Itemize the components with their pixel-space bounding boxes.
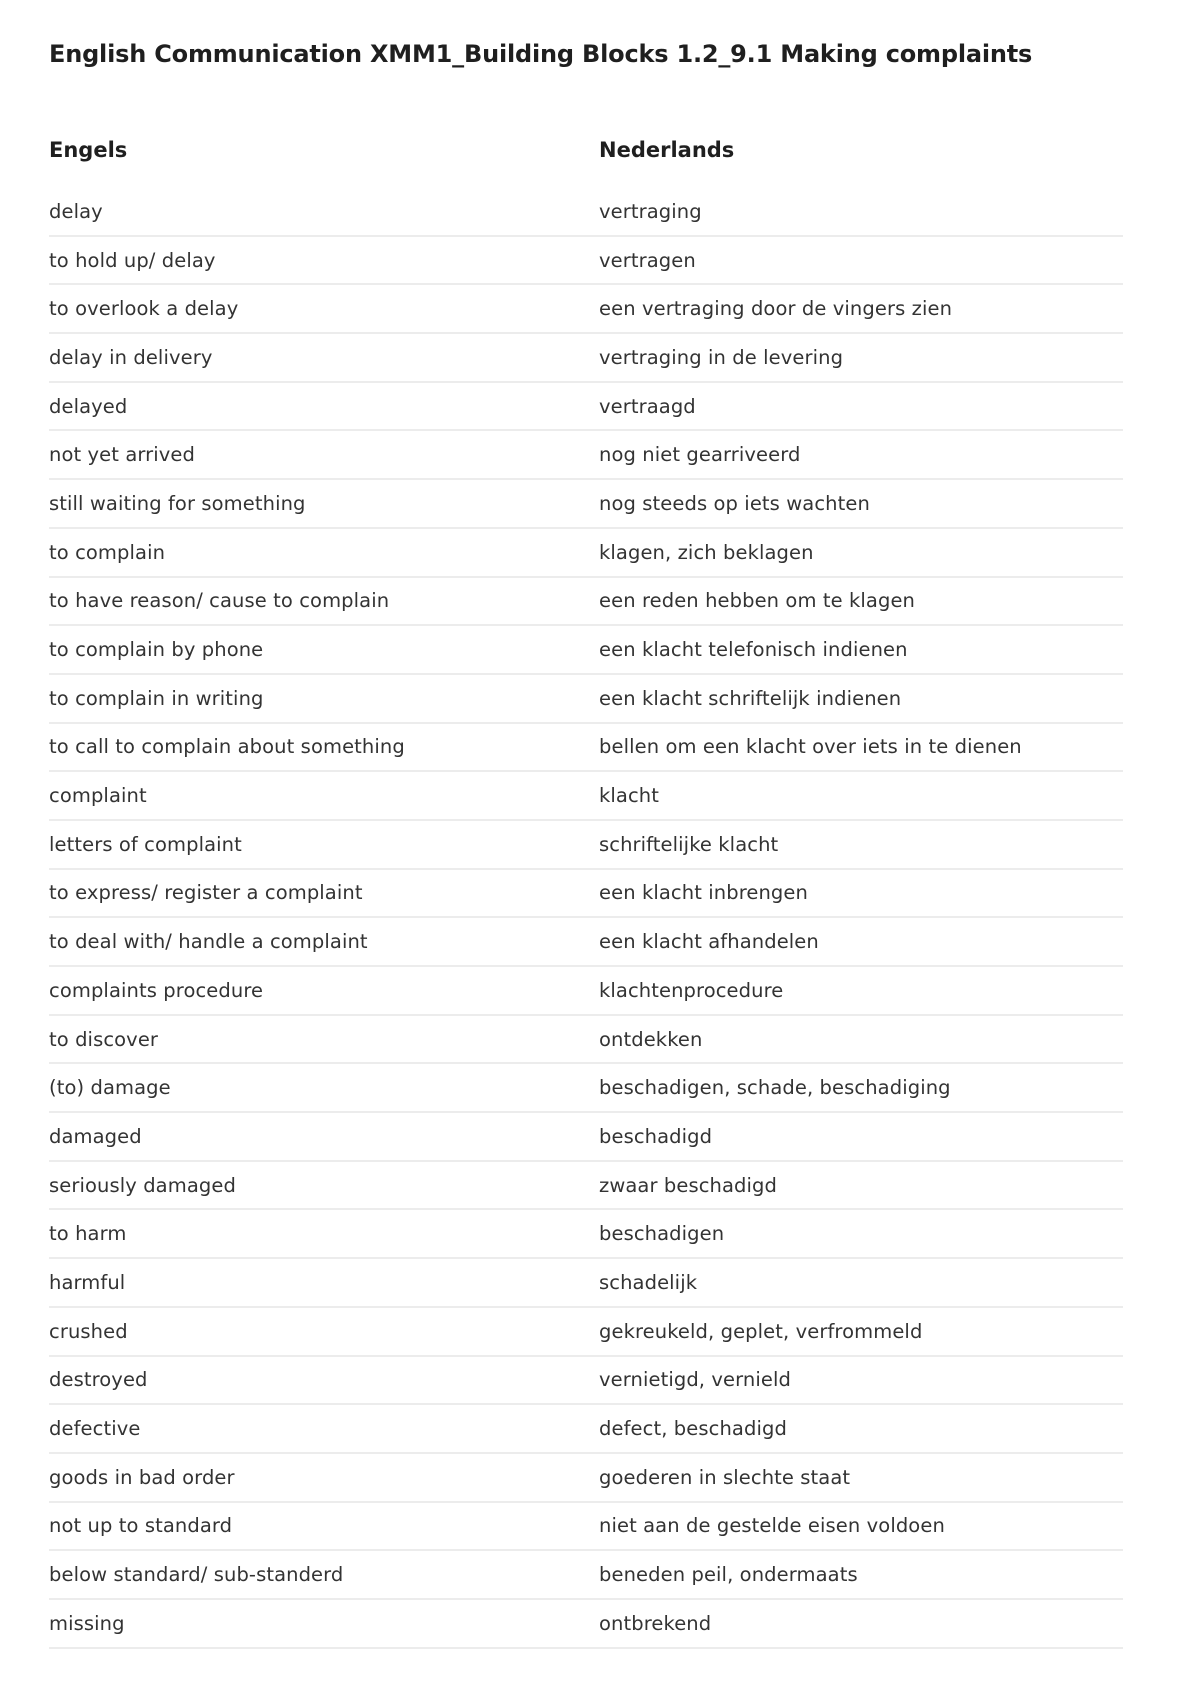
- dutch-translation: defect, beschadigd: [599, 1417, 787, 1441]
- table-row: [49, 334, 1123, 383]
- english-term: to complain by phone: [49, 638, 264, 662]
- english-term: delay: [49, 199, 103, 223]
- english-term: seriously damaged: [49, 1173, 236, 1197]
- table-row: [49, 188, 1123, 237]
- table-row: [49, 626, 1123, 675]
- english-term: (to) damage: [49, 1076, 171, 1100]
- english-term: defective: [49, 1417, 141, 1441]
- english-term: to complain in writing: [49, 686, 264, 710]
- table-row: [49, 1210, 1123, 1259]
- english-term: destroyed: [49, 1368, 148, 1392]
- dutch-translation: een klacht telefonisch indienen: [599, 638, 908, 662]
- table-row: [49, 1357, 1123, 1406]
- table-row: [49, 1454, 1123, 1503]
- english-term: to discover: [49, 1027, 159, 1051]
- english-term: complaints procedure: [49, 978, 264, 1002]
- dutch-translation: beneden peil, ondermaats: [599, 1563, 858, 1587]
- dutch-translation: een klacht inbrengen: [599, 881, 808, 905]
- table-row: [49, 675, 1123, 724]
- dutch-translation: nog steeds op iets wachten: [599, 491, 870, 515]
- dutch-translation: vertraging in de levering: [599, 345, 844, 369]
- english-term: to hold up/ delay: [49, 248, 216, 272]
- table-row: [49, 480, 1123, 529]
- column-header-dutch: Nederlands: [599, 138, 735, 162]
- table-row: [49, 1064, 1123, 1113]
- english-term: goods in bad order: [49, 1465, 235, 1489]
- dutch-translation: ontdekken: [599, 1027, 703, 1051]
- table-header-row: [49, 128, 1123, 188]
- column-header-english: Engels: [49, 138, 128, 162]
- dutch-translation: schriftelijke klacht: [599, 832, 779, 856]
- dutch-translation: niet aan de gestelde eisen voldoen: [599, 1514, 945, 1538]
- table-row: [49, 918, 1123, 967]
- table-row: [49, 1113, 1123, 1162]
- table-row: [49, 1503, 1123, 1552]
- english-term: to complain: [49, 540, 166, 564]
- table-row: [49, 1600, 1123, 1649]
- table-row: [49, 821, 1123, 870]
- table-row: [49, 237, 1123, 286]
- table-row: [49, 967, 1123, 1016]
- english-term: to overlook a delay: [49, 297, 239, 321]
- table-body: [49, 188, 1123, 1649]
- table-row: [49, 578, 1123, 627]
- english-term: letters of complaint: [49, 832, 242, 856]
- english-term: still waiting for something: [49, 491, 306, 515]
- dutch-translation: nog niet gearriveerd: [599, 443, 801, 467]
- table-row: [49, 1016, 1123, 1065]
- english-term: not yet arrived: [49, 443, 195, 467]
- dutch-translation: beschadigen, schade, beschadiging: [599, 1076, 951, 1100]
- dutch-translation: klacht: [599, 784, 659, 808]
- dutch-translation: vertraging: [599, 199, 702, 223]
- table-row: [49, 724, 1123, 773]
- english-term: to harm: [49, 1222, 127, 1246]
- dutch-translation: een vertraging door de vingers zien: [599, 297, 953, 321]
- vocabulary-table: [49, 128, 1123, 1649]
- english-term: not up to standard: [49, 1514, 233, 1538]
- dutch-translation: vernietigd, vernield: [599, 1368, 791, 1392]
- dutch-translation: klachtenprocedure: [599, 978, 784, 1002]
- dutch-translation: beschadigen: [599, 1222, 725, 1246]
- dutch-translation: een klacht afhandelen: [599, 930, 819, 954]
- english-term: complaint: [49, 784, 147, 808]
- table-row: [49, 1162, 1123, 1211]
- english-term: crushed: [49, 1319, 128, 1343]
- dutch-translation: schadelijk: [599, 1270, 698, 1294]
- table-row: [49, 772, 1123, 821]
- english-term: to express/ register a complaint: [49, 881, 363, 905]
- english-term: delayed: [49, 394, 128, 418]
- table-row: [49, 1405, 1123, 1454]
- table-row: [49, 1308, 1123, 1357]
- dutch-translation: bellen om een klacht over iets in te dienen: [599, 735, 1022, 759]
- table-row: [49, 383, 1123, 432]
- table-row: [49, 1259, 1123, 1308]
- table-row: [49, 285, 1123, 334]
- dutch-translation: een klacht schriftelijk indienen: [599, 686, 902, 710]
- english-term: damaged: [49, 1124, 142, 1148]
- table-row: [49, 1551, 1123, 1600]
- table-row: [49, 870, 1123, 919]
- english-term: harmful: [49, 1270, 126, 1294]
- dutch-translation: beschadigd: [599, 1124, 713, 1148]
- table-row: [49, 529, 1123, 578]
- table-row: [49, 431, 1123, 480]
- dutch-translation: vertraagd: [599, 394, 696, 418]
- english-term: below standard/ sub-standerd: [49, 1563, 344, 1587]
- dutch-translation: ontbrekend: [599, 1611, 712, 1635]
- dutch-translation: zwaar beschadigd: [599, 1173, 778, 1197]
- english-term: to deal with/ handle a complaint: [49, 930, 368, 954]
- english-term: delay in delivery: [49, 345, 213, 369]
- dutch-translation: vertragen: [599, 248, 696, 272]
- english-term: to have reason/ cause to complain: [49, 589, 390, 613]
- dutch-translation: goederen in slechte staat: [599, 1465, 851, 1489]
- document-title: English Communication XMM1_Building Blocks 1.2_9.1 Making complaints: [49, 40, 1033, 68]
- dutch-translation: een reden hebben om te klagen: [599, 589, 915, 613]
- english-term: missing: [49, 1611, 125, 1635]
- dutch-translation: klagen, zich beklagen: [599, 540, 814, 564]
- english-term: to call to complain about something: [49, 735, 405, 759]
- dutch-translation: gekreukeld, geplet, verfrommeld: [599, 1319, 923, 1343]
